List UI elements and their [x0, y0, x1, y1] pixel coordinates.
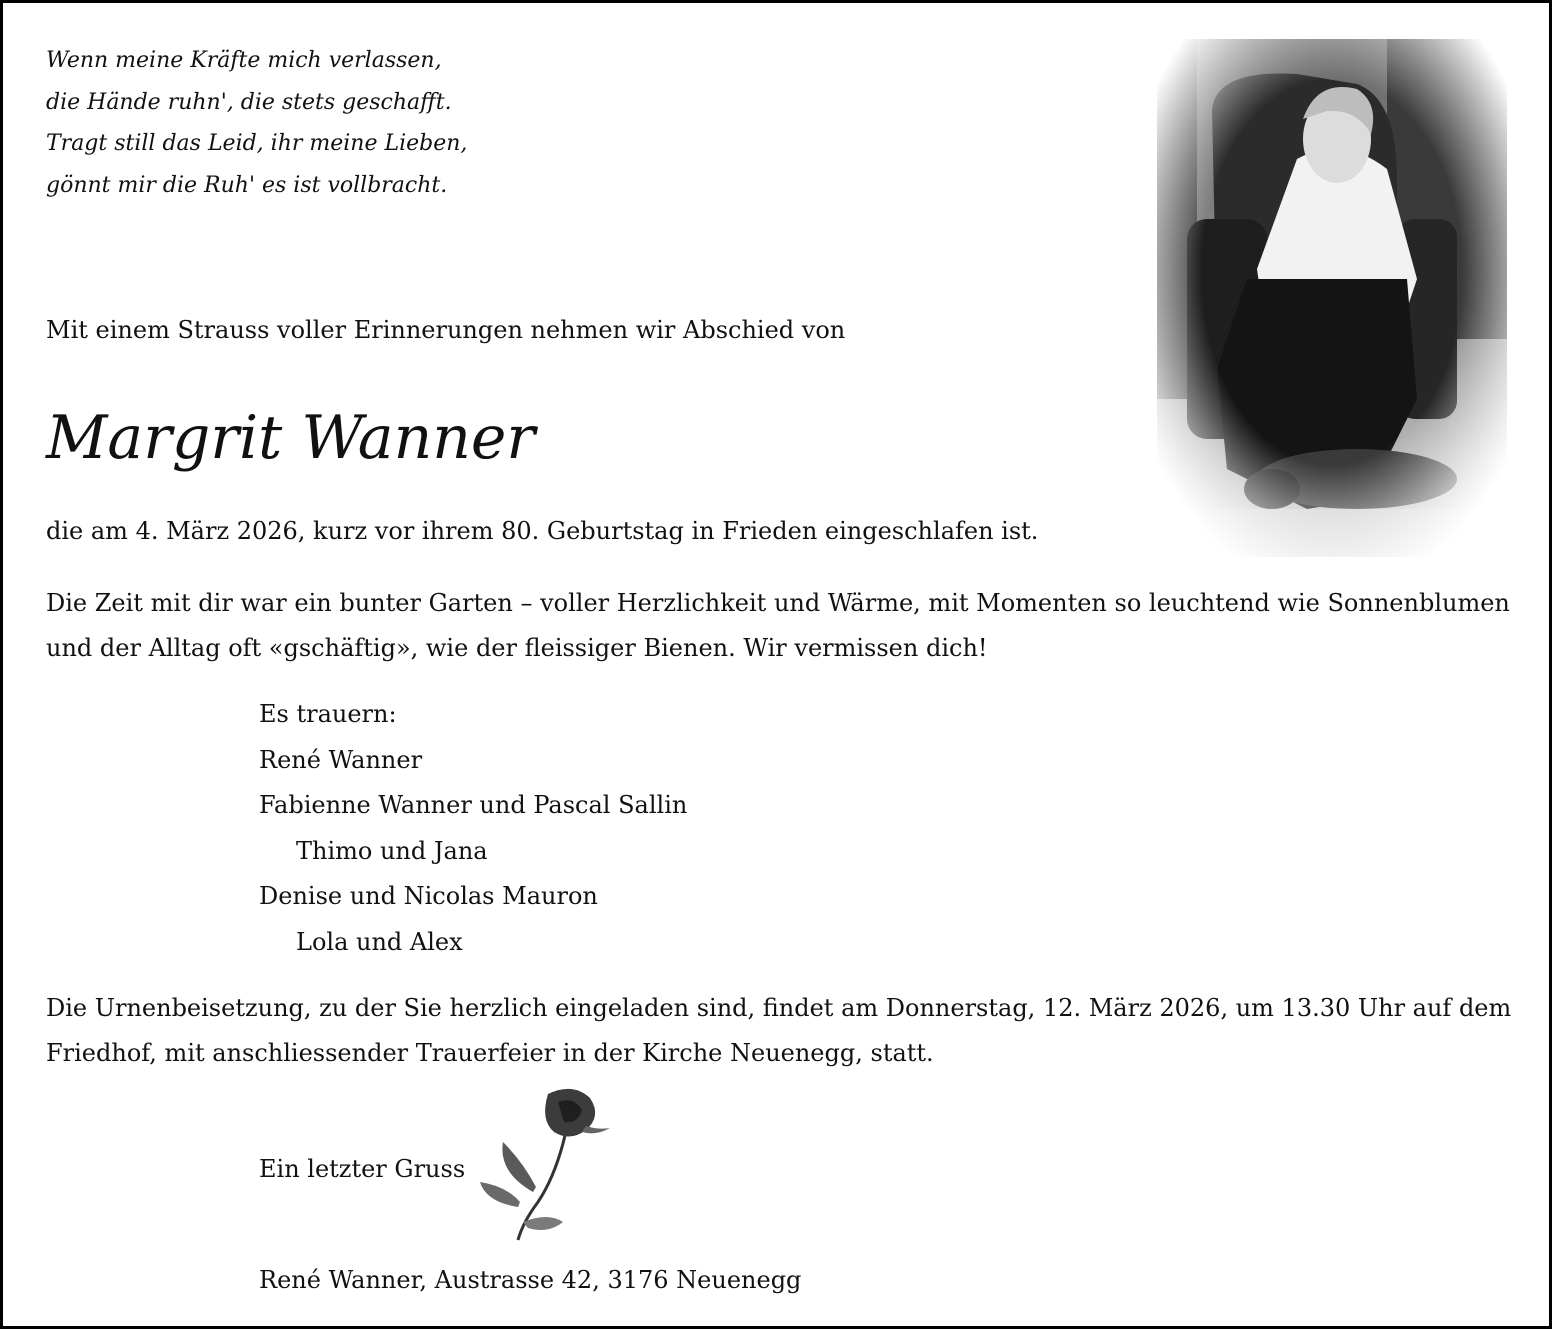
poem — [46, 40, 467, 206]
mourner-line: Thimo und Jana — [296, 836, 488, 865]
poem-line: Wenn meine Kräfte mich verlassen, — [46, 48, 442, 73]
tribute-paragraph: Die Zeit mit dir war ein bunter Garten – voller Herzlichkeit und Wärme, mit Momenten so leuchtend wie Sonnenblumen und der Alltag oft «gschäftig», wie der fleissiger Bienen. Wir vermissen dich! — [46, 589, 1510, 662]
poem-line: die Hände ruhn', die stets geschafft. — [46, 89, 452, 115]
deceased-name: Margrit Wanner — [46, 403, 536, 473]
sender-address: René Wanner, Austrasse 42, 3176 Neuenegg — [259, 1266, 802, 1294]
service-info: Die Urnenbeisetzung, zu der Sie herzlich eingeladen sind, findet am Donnerstag, 12. März 2026, um 13.30 Uhr auf dem Friedhof, mit anschliessender Trauerfeier in der Kirche Neuenegg, statt. — [46, 994, 1512, 1067]
mourner-line: Denise und Nicolas Mauron — [259, 882, 598, 910]
rose-illustration — [478, 1082, 612, 1242]
portrait-photo — [1157, 39, 1507, 557]
intro-text: Mit einem Strauss voller Erinnerungen nehmen wir Abschied von — [46, 316, 846, 344]
poem-line: Tragt still das Leid, ihr meine Lieben, — [46, 131, 468, 156]
mourner-line: Fabienne Wanner und Pascal Sallin — [259, 791, 688, 819]
poem-line: gönnt mir die Ruh' es ist vollbracht. — [46, 172, 448, 198]
mourner-line: René Wanner — [259, 745, 423, 774]
greeting-text: Ein letzter Gruss — [259, 1155, 466, 1183]
mourner-line: Lola und Alex — [296, 927, 463, 956]
mourners-list — [259, 692, 687, 965]
death-notice: die am 4. März 2026, kurz vor ihrem 80. Geburtstag in Frieden eingeschlafen ist. — [46, 517, 1039, 545]
mourners-heading: Es trauern: — [259, 700, 397, 728]
